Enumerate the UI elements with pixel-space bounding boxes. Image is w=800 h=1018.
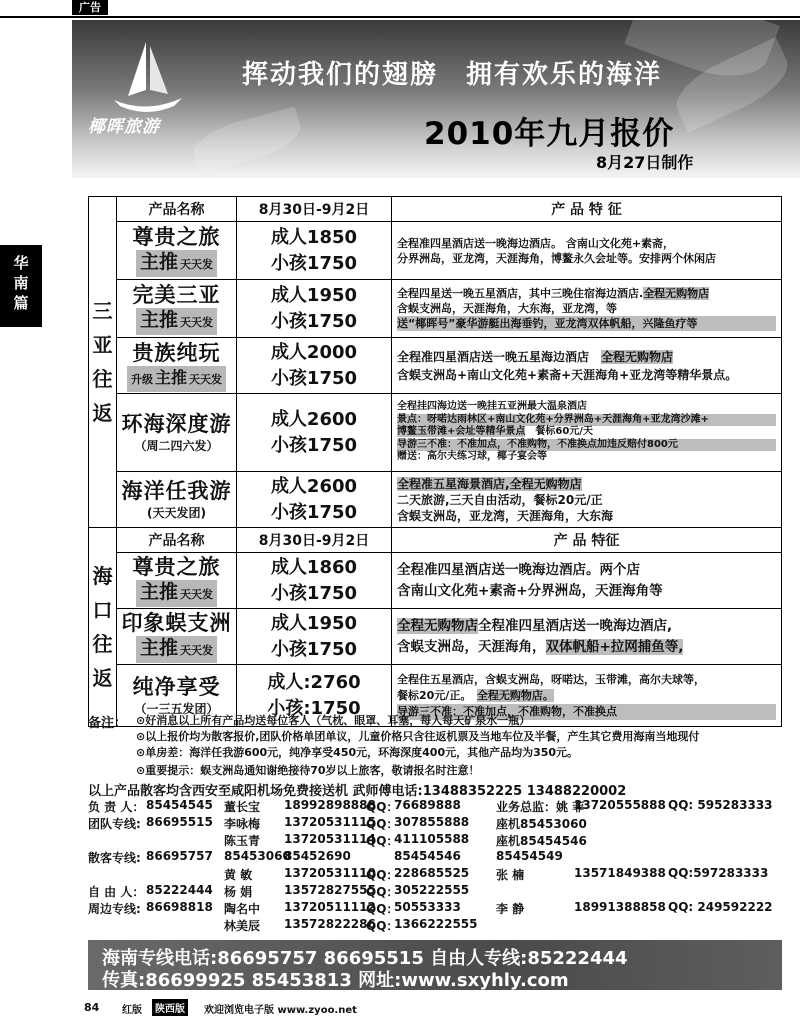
slogan: [242, 54, 690, 91]
contact-cell: 黄 敏: [224, 868, 253, 882]
footer-hotline: 海南专线电话:86695757 86695515 自由人专线:85222444 传真:86699925 85453813 网址:www.sxyhly.com: [88, 940, 782, 990]
contact-cell: 18992898888: [284, 798, 376, 812]
contact-cell: 业务总监：姚 菲: [496, 800, 585, 814]
contact-cell: 85452690: [284, 849, 351, 863]
contact-cell: 76689888: [394, 798, 461, 812]
page-title: 2010年九月报价: [424, 116, 675, 152]
site-link[interactable]: 欢迎浏览电子版 www.zyoo.net: [204, 1005, 357, 1016]
contact-cell: QQ：: [366, 919, 399, 933]
page-number: 84: [84, 1001, 100, 1014]
contact-cell: 18991388858: [574, 900, 666, 914]
header-feature: 产 品 特 征: [392, 197, 782, 222]
contact-cell: 86698818: [146, 900, 213, 914]
contact-cell: QQ: 595283333: [668, 798, 773, 812]
contact-cell: 李咏梅: [224, 817, 261, 831]
contact-cell: QQ：: [366, 800, 399, 814]
contact-cell: 座机85454546: [496, 834, 587, 848]
contact-cell: 陈玉青: [224, 834, 261, 848]
contact-cell: QQ：: [366, 817, 399, 831]
advertisement-page: 椰晖旅游 挥动我们的翅膀 拥有欢乐的海洋 2010年九月报价 8月27日制作 三 亚 往 返 产品名称 8月30日-9月2日 产 品 特 征 尊贵之旅 主推 天天发 成人1850 小孩1750 全程准四星酒店送一晚海边酒店。 含南山文化苑+素斋， 分界洲岛，亚龙湾，天涯海角，博鳌永久会址等。安排两个休闲店 完美三亚 主推 天天发 成人1950 小孩1750 全程四星送一晚五星酒店，其中三晚住宿海边酒店.全程无购物店 含蜈支洲岛，天涯海角，大东海，亚龙湾，等 送“椰晖号”豪华游艇出海垂钓，亚龙湾双体帆船，兴隆鱼疗等 贵族纯玩 升级 主推 天天发 成人2000 小孩1750 全程准四星酒店送一晚五星海边酒店 全程无购物店 含蜈支洲岛+南山文化苑+素斋+天涯海角+亚龙湾等精华景点。 环海深度游 （周二四六发） 成人2600 小孩1750 全程挂四海边送一晚挂五亚洲最大温泉酒店 景点：呀喏达雨林区+南山文化苑+分界洲岛+天涯海角+亚龙湾沙滩+ 博鳌玉带滩+会址等精华景点 餐标60元/天 导游三不准：不准加点，不准购物，不准换点加违反赔付800元 赠送：高尔夫练习球，椰子宴会等 海洋任我游 (天天发团) 成人2600 小孩1750 全程准五星海景酒店,全程无购物店 二天旅游,三天自由活动，餐标20元/正 含蜈支洲岛，亚龙湾，天涯海角，大东海 海 口 往 返 产品名称 8月30日-9月2日 产 品 特征 尊贵之旅 主推 天天发 成人1860 小孩1750 全程准四星酒店送一晚海边酒店。两个店 含南山文化苑+素斋+分界洲岛，天涯海角等 印象蜈支洲 主推 天天发 成人1950 小孩1750 全程无购物店全程准四星酒店送一晚海边酒店, 含蜈支洲岛，天涯海角，双体帆船+拉网捕鱼等, 纯净享受 （一三五发团） 成人:2760 小孩:1750 全程住五星酒店，含蜈支洲岛，呀喏达，玉带滩，高尔夫球等， 餐标20元/正。 全程无购物店。 导游三不准：不准加点，不准购物，不准换点 备注： ⊙好消息以上所有产品均送每位客人（气枕、眼罩、耳塞，每人每天矿泉水一瓶） ⊙以上报价均为散客报价,团队价格单团单议，儿童价格只含往返机票及当地车位及半餐，产生其它费用海南当地现付 ⊙单房差：海洋任我游600元，纯净享受450元，环海深度400元，其他产品均为350元。 ⊙重要提示：蜈支洲岛通知谢绝接待70岁以上旅客，敬请报名时注意！ 以上产品散客均含西安至咸阳机场免费接送机 武师傅电话:13488352225 13488220002 负 责 人： 85454545 董长宝 18992898888 QQ： 76689888 业务总监：姚 菲 13720555888 QQ: 595283333 团队专线: 86695515 李咏梅 13720531115 QQ： 307855888 座机85453060 陈玉青 13720531114 QQ： 411105588 座机85454546 散客专线: 86695757 85453060 85452690 85454546 85454549 黄 敏 13720531110 QQ： 228685525 张 楠 13571849388 QQ:597283333 自 由 人： 85222444 杨 娟 13572827555 QQ： 305222555 周边专线: 86698818 陶名中 13720511112 QQ： 50553333 李 静 18991388858 QQ: 249592222 林美辰 13572822286 QQ： 1366222555 海南专线电话:86695757 86695515 自由人专线:85222444 传真:86699925 85453813 网址:www.sxyhly.com: [72, 20, 800, 997]
table-row: 尊贵之旅 主推 天天发 成人1860 小孩1750 全程准四星酒店送一晚海边酒店。两个店 含南山文化苑+素斋+分界洲岛，天涯海角等: [89, 553, 782, 609]
contact-cell: 负 责 人：: [88, 800, 145, 814]
made-date: 8月27日制作: [596, 153, 694, 172]
contact-cell: 13720531110: [284, 866, 376, 880]
region-sanya: 三 亚 往 返: [89, 197, 117, 528]
contact-cell: 董长宝: [224, 800, 261, 814]
contact-cell: 85454546: [394, 849, 461, 863]
header-feature-2: 产 品 特征: [392, 528, 782, 553]
contact-cell: 13572827555: [284, 883, 376, 897]
contact-cell: 13571849388: [574, 866, 666, 880]
contact-cell: 周边专线:: [88, 902, 141, 916]
table-row: 完美三亚 主推 天天发 成人1950 小孩1750 全程四星送一晚五星酒店，其中三晚住宿海边酒店.全程无购物店 含蜈支洲岛，天涯海角，大东海，亚龙湾，等 送“椰晖号”豪华游艇出海垂钓，亚龙湾双体帆船，兴隆鱼疗等: [89, 280, 782, 338]
table-row: 海洋任我游 (天天发团) 成人2600 小孩1750 全程准五星海景酒店,全程无购物店 二天旅游,三天自由活动，餐标20元/正 含蜈支洲岛，亚龙湾，天涯海角，大东海: [89, 472, 782, 528]
logo-text: 椰晖旅游: [88, 117, 160, 137]
contact-cell: 13720555888: [574, 798, 666, 812]
section-tab: 华 南 篇: [0, 245, 42, 327]
contact-cell: 85454545: [146, 798, 213, 812]
table-row: 贵族纯玩 升级 主推 天天发 成人2000 小孩1750 全程准四星酒店送一晚五星海边酒店 全程无购物店 含蜈支洲岛+南山文化苑+素斋+天涯海角+亚龙湾等精华景点。: [89, 338, 782, 394]
region-haikou: 海 口 往 返: [89, 528, 117, 727]
contact-cell: 85453060: [224, 849, 291, 863]
contact-cell: 307855888: [394, 815, 470, 829]
top-bar: [0, 0, 800, 18]
table-row: 尊贵之旅 主推 天天发 成人1850 小孩1750 全程准四星酒店送一晚海边酒店。 含南山文化苑+素斋， 分界洲岛，亚龙湾，天涯海角，博鳌永久会址等。安排两个休闲店: [89, 222, 782, 280]
contact-cell: 张 楠: [496, 868, 525, 882]
slogan-part-2: 拥有欢乐的海洋: [466, 60, 663, 90]
contact-cell: 228685525: [394, 866, 470, 880]
contact-cell: 1366222555: [394, 917, 478, 931]
contact-cell: 李 静: [496, 902, 525, 916]
contact-cell: 散客专线:: [88, 851, 141, 865]
contact-cell: 411105588: [394, 832, 470, 846]
edition-box: 陕西版: [152, 999, 188, 1016]
contact-cell: 团队专线:: [88, 817, 141, 831]
table-row: 纯净享受 （一三五发团） 成人:2760 小孩:1750 全程住五星酒店，含蜈支洲岛，呀喏达，玉带滩，高尔夫球等， 餐标20元/正。 全程无购物店。 导游三不准：不准加点，不准购物，不准换点: [89, 665, 782, 727]
slogan-part-1: 挥动我们的翅膀: [242, 60, 439, 90]
contact-cell: 305222555: [394, 883, 470, 897]
header-date-2: 8月30日-9月2日: [237, 528, 392, 553]
contact-cell: QQ:597283333: [668, 866, 769, 880]
header-banner: [72, 20, 800, 178]
contact-cell: QQ：: [366, 902, 399, 916]
contact-cell: 13720531114: [284, 832, 376, 846]
ad-label: 广告: [72, 0, 108, 15]
contact-cell: 50553333: [394, 900, 461, 914]
contact-cell: 林美辰: [224, 919, 261, 933]
header-date: 8月30日-9月2日: [237, 197, 392, 222]
table-row: 印象蜈支洲 主推 天天发 成人1950 小孩1750 全程无购物店全程准四星酒店送一晚海边酒店, 含蜈支洲岛，天涯海角，双体帆船+拉网捕鱼等,: [89, 609, 782, 665]
header-product-name-2: 产品名称: [117, 528, 237, 553]
contact-cell: 陶名中: [224, 902, 261, 916]
contact-cell: 86695515: [146, 815, 213, 829]
contact-cell: 座机85453060: [496, 817, 587, 831]
contact-cell: 13720531115: [284, 815, 376, 829]
contact-cell: 13572822286: [284, 917, 376, 931]
contact-cell: 自 由 人：: [88, 885, 145, 899]
contact-cell: QQ：: [366, 885, 399, 899]
page-footer: [0, 998, 800, 1018]
contact-cell: 85222444: [146, 883, 213, 897]
table-row: 环海深度游 （周二四六发） 成人2600 小孩1750 全程挂四海边送一晚挂五亚洲最大温泉酒店 景点：呀喏达雨林区+南山文化苑+分界洲岛+天涯海角+亚龙湾沙滩+ 博鳌玉带滩+会址等精华景点 餐标60元/天 导游三不准：不准加点，不准购物，不准换点加违反赔付800元 赠送：高尔夫练习球，椰子宴会等: [89, 394, 782, 472]
header-product-name: 产品名称: [117, 197, 237, 222]
price-table: [88, 196, 782, 727]
contact-cell: QQ: 249592222: [668, 900, 773, 914]
contact-cell: QQ：: [366, 834, 399, 848]
contact-cell: 86695757: [146, 849, 213, 863]
contact-cell: 85454549: [496, 849, 563, 863]
contact-cell: 13720511112: [284, 900, 376, 914]
free-transfer-notice: 以上产品散客均含西安至咸阳机场免费接送机 武师傅电话:13488352225 13488220002: [88, 784, 627, 799]
contact-cell: 杨 娟: [224, 885, 253, 899]
edition: 红版: [122, 1005, 142, 1016]
contact-cell: QQ：: [366, 868, 399, 882]
